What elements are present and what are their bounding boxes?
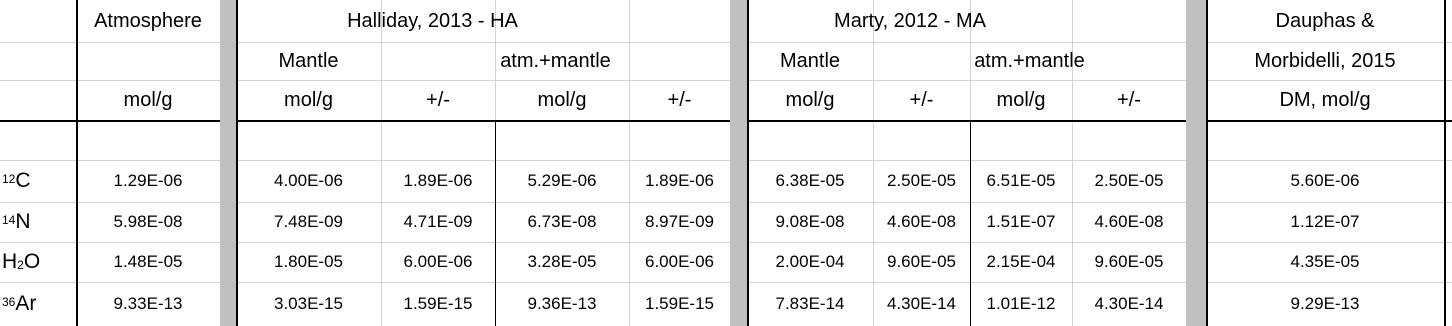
species-label xyxy=(0,202,76,242)
unit-header: mol/g xyxy=(785,88,835,111)
species-subscript: 2 xyxy=(17,258,24,272)
table-cell: 1.89E-06 xyxy=(403,171,473,190)
table-cell: 2.50E-05 xyxy=(1094,171,1164,190)
isotope-mass-number: 36 xyxy=(2,295,16,309)
unit-header: +/- xyxy=(909,88,934,111)
unit-header: mol/g xyxy=(537,88,587,111)
ma-mantle-subheader: Mantle xyxy=(779,49,841,72)
dauphas-header-line2: Morbidelli, 2015 xyxy=(1254,49,1396,72)
table-cell: 6.00E-06 xyxy=(645,252,714,271)
species-symbol: Ar xyxy=(15,292,37,315)
unit-header: mol/g xyxy=(284,88,333,111)
column-separator xyxy=(730,0,747,326)
right-border xyxy=(1444,0,1446,326)
table-cell: 1.12E-07 xyxy=(1290,212,1360,231)
unit-header: +/- xyxy=(667,88,692,111)
table-cell: 4.00E-06 xyxy=(274,171,343,190)
species-symbol: C xyxy=(15,169,31,192)
table-cell: 1.89E-06 xyxy=(645,171,714,190)
table-cell: 8.97E-09 xyxy=(645,212,714,231)
ha-mantle-subheader: Mantle xyxy=(278,49,339,72)
table-cell: 1.51E-07 xyxy=(986,212,1056,231)
table-cell: 5.98E-08 xyxy=(113,212,183,231)
table-cell: 2.00E-04 xyxy=(775,252,845,271)
table-cell: 1.01E-12 xyxy=(986,294,1056,313)
unit-header: +/- xyxy=(426,88,450,111)
table-cell: 1.48E-05 xyxy=(113,252,183,271)
table-cell: 6.73E-08 xyxy=(527,212,597,231)
column-separator xyxy=(1186,0,1206,326)
table-cell: 9.60E-05 xyxy=(887,252,956,271)
ma-atm-mantle-subheader: atm.+mantle xyxy=(974,49,1085,72)
atmosphere-header: Atmosphere xyxy=(94,9,202,32)
table-cell: 9.36E-13 xyxy=(527,294,597,313)
table-cell: 6.51E-05 xyxy=(986,171,1056,190)
species-label xyxy=(0,282,76,326)
unit-header: mol/g xyxy=(123,88,173,111)
marty-header: Marty, 2012 - MA xyxy=(834,9,986,32)
table-cell: 1.29E-06 xyxy=(113,171,183,190)
table-cell: 9.60E-05 xyxy=(1094,252,1164,271)
dauphas-header-line1: Dauphas & xyxy=(1275,9,1375,32)
table-cell: 6.00E-06 xyxy=(403,252,473,271)
table-cell: 1.59E-15 xyxy=(645,294,714,313)
species-label xyxy=(0,160,76,202)
table-cell: 5.60E-06 xyxy=(1290,171,1360,190)
unit-header: mol/g xyxy=(996,88,1046,111)
table-cell: 4.71E-09 xyxy=(403,212,473,231)
isotope-mass-number: 12 xyxy=(2,172,16,186)
halliday-header: Halliday, 2013 - HA xyxy=(347,9,518,32)
ha-atm-mantle-subheader: atm.+mantle xyxy=(500,49,611,72)
table-cell: 3.28E-05 xyxy=(527,252,597,271)
table-cell: 9.29E-13 xyxy=(1290,294,1360,313)
table-cell: 4.30E-14 xyxy=(887,294,956,313)
isotope-mass-number: 14 xyxy=(2,213,16,227)
table-cell: 6.38E-05 xyxy=(775,171,845,190)
table-cell: 7.48E-09 xyxy=(274,212,343,231)
table-cell: 5.29E-06 xyxy=(527,171,597,190)
table-cell: 2.15E-04 xyxy=(986,252,1056,271)
table-cell: 3.03E-15 xyxy=(274,294,343,313)
table-cell: 9.33E-13 xyxy=(113,294,183,313)
species-symbol-tail: O xyxy=(23,250,41,273)
header-bottom-rule xyxy=(0,120,1452,122)
table-cell: 2.50E-05 xyxy=(887,171,956,190)
table-cell: 1.59E-15 xyxy=(403,294,473,313)
unit-header: DM, mol/g xyxy=(1279,88,1371,111)
table-cell: 4.60E-08 xyxy=(1094,212,1164,231)
species-symbol: N xyxy=(15,210,31,233)
unit-header: +/- xyxy=(1117,88,1141,111)
column-separator xyxy=(220,0,236,326)
table-cell: 9.08E-08 xyxy=(775,212,845,231)
table-cell: 4.30E-14 xyxy=(1094,294,1164,313)
table-cell: 4.60E-08 xyxy=(887,212,956,231)
species-label xyxy=(0,242,76,282)
table-cell: 1.80E-05 xyxy=(274,252,343,271)
species-symbol: H xyxy=(2,250,18,273)
table-cell: 4.35E-05 xyxy=(1290,252,1360,271)
table-cell: 7.83E-14 xyxy=(775,294,845,313)
